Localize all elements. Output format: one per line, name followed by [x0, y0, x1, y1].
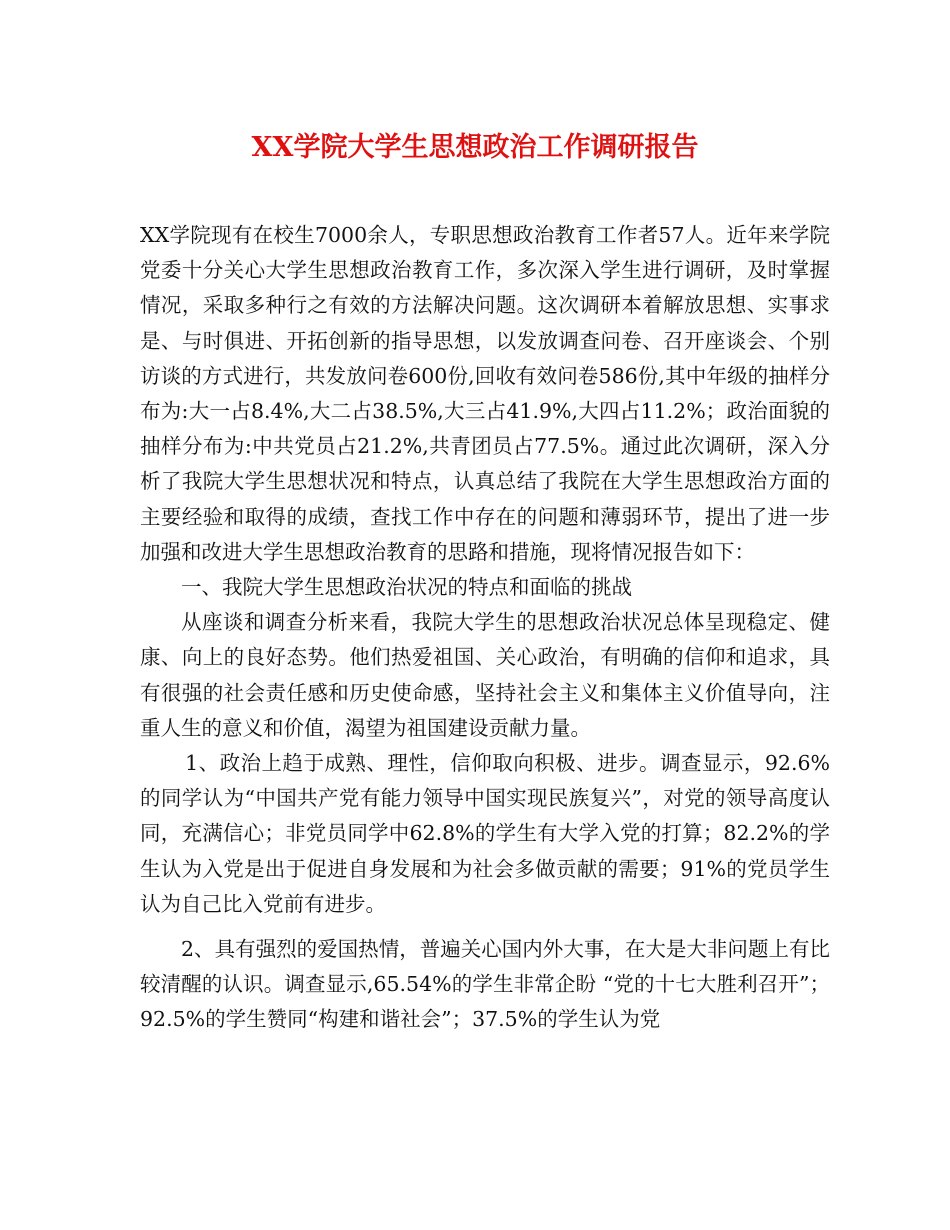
- document-body: [140, 218, 830, 1038]
- overview-paragraph: 从座谈和调查分析来看，我院大学生的思想政治状况总体呈现稳定、健康、向上的良好态势。他们热爱祖国、关心政治，有明确的信仰和追求，具有很强的社会责任感和历史使命感，坚持社会主义和集体主义价值导向，注重人生的意义和价值，渴望为祖国建设贡献力量。: [140, 610, 830, 740]
- section-heading: 一、我院大学生思想政治状况的特点和面临的挑战: [181, 575, 632, 600]
- document-title: XX学院大学生思想政治工作调研报告: [251, 132, 699, 163]
- intro-paragraph: XX学院现有在校生7000余人，专职思想政治教育工作者57人。近年来学院党委十分关心大学生思想政治教育工作，多次深入学生进行调研，及时掌握情况，采取多种行之有效的方法解决问题。这次调研本着解放思想、实事求是、与时俱进、开拓创新的指导思想，以发放调查问卷、召开座谈会、个别访谈的方式进行，共发放问卷600份,回收有效问卷586份,其中年级的抽样分布为:大一占8.4%,大二占38.5%,大三占41.9%,大四占11.2%；政治面貌的抽样分布为:中共党员占21.2%,共青团员占77.5%。通过此次调研，深入分析了我院大学生思想状况和特点，认真总结了我院在大学生思想政治方面的主要经验和取得的成绩，查找工作中存在的问题和薄弱环节，提出了进一步加强和改进大学生思想政治教育的思路和措施，现将情况报告如下：: [140, 223, 830, 564]
- point-1-paragraph: 1、政治上趋于成熟、理性，信仰取向积极、进步。调查显示，92.6%的同学认为“中国共产党有能力领导中国实现民族复兴”，对党的领导高度认同，充满信心；非党员同学中62.8%的学生有大学入党的打算；82.2%的学生认为入党是出于促进自身发展和为社会多做贡献的需要；91%的党员学生认为自己比入党前有进步。: [140, 751, 830, 916]
- point-2-paragraph: 2、具有强烈的爱国热情，普遍关心国内外大事，在大是大非问题上有比较清醒的认识。调查显示,65.54%的学生非常企盼 “党的十七大胜利召开”；92.5%的学生赞同“构建和谐社会”；37.5%的学生认为党: [140, 937, 830, 1032]
